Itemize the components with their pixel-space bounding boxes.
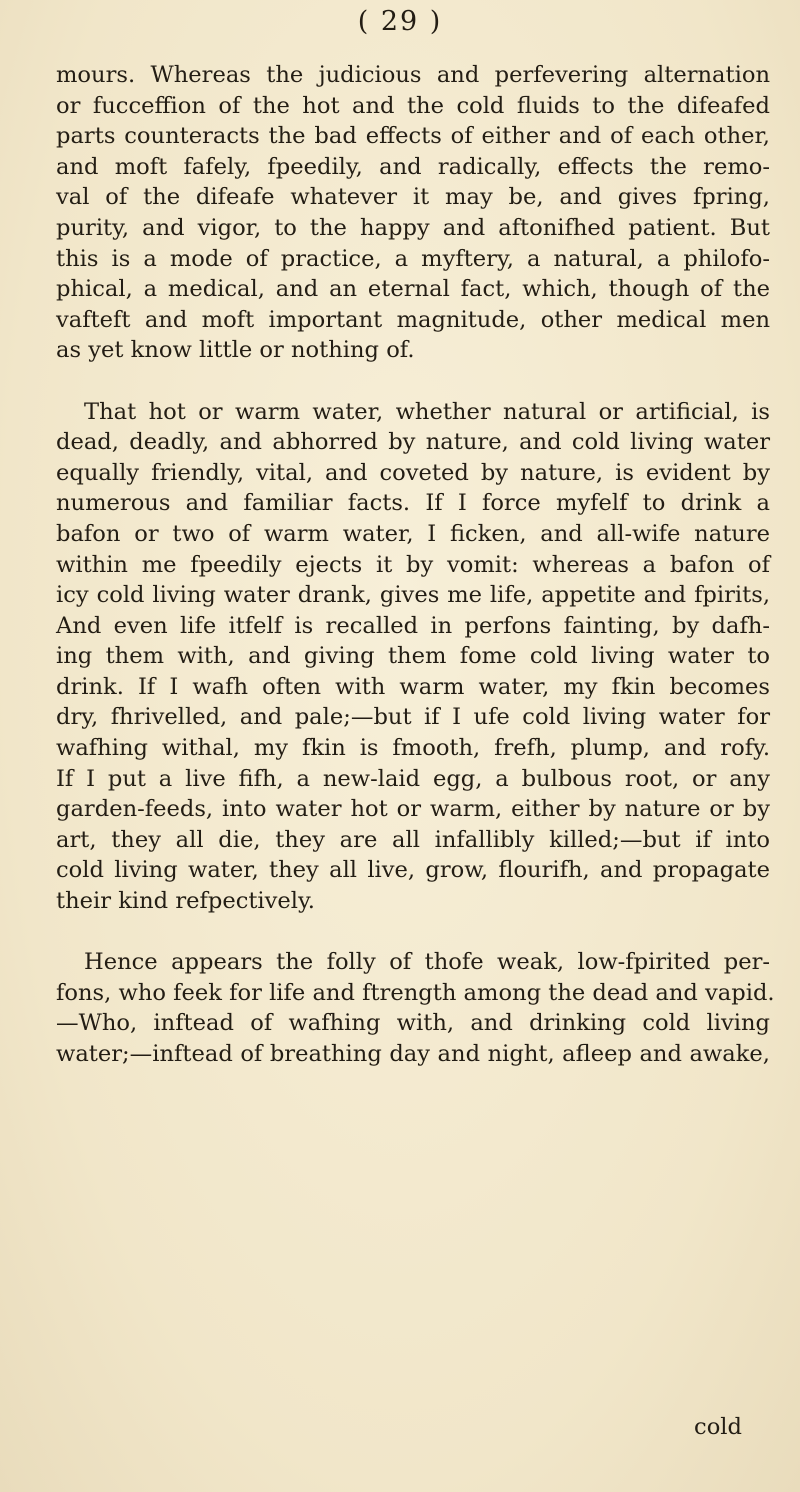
text-line: If I put a live fifh, a new-laid egg, a bulbous root, or any — [56, 765, 770, 792]
paragraph — [56, 60, 770, 366]
page-number: ( 29 ) — [357, 6, 443, 37]
text-line: drink. If I wafh often with warm water, my fkin becomes — [56, 673, 770, 700]
text-line: icy cold living water drank, gives me life, appetite and fpirits, — [56, 582, 770, 609]
text-line: or fucceffion of the hot and the cold fluids to the difeafed — [56, 92, 770, 119]
text-line: wafhing withal, my fkin is fmooth, frefh, plump, and rofy. — [56, 735, 770, 762]
text-line: parts counteracts the bad effects of either and of each other, — [56, 123, 770, 150]
text-line: their kind refpectively. — [56, 888, 315, 915]
text-line: purity, and vigor, to the happy and aftonifhed patient. But — [56, 214, 770, 241]
text-line: within me fpeedily ejects it by vomit: whereas a bafon of — [56, 551, 770, 578]
text-line: And even life itfelf is recalled in perfons fainting, by dafh- — [56, 612, 770, 639]
text-line: dry, fhrivelled, and pale;—but if I ufe cold living water for — [56, 704, 770, 731]
text-line: bafon or two of warm water, I ficken, and all-wife nature — [56, 520, 770, 547]
text-line: vafteft and moft important magnitude, other medical men — [56, 306, 770, 333]
text-line: garden-feeds, into water hot or warm, either by nature or by — [56, 796, 770, 823]
text-line: dead, deadly, and abhorred by nature, and cold living water — [56, 429, 770, 456]
text-line: cold living water, they all live, grow, flourifh, and propagate — [56, 857, 770, 884]
text-line: this is a mode of practice, a myftery, a natural, a philofo- — [56, 245, 770, 272]
text-line: fons, who feek for life and ftrength among the dead and vapid. — [56, 979, 775, 1006]
paragraph-gap — [56, 366, 770, 397]
text-line: Hence appears the folly of thofe weak, low-fpirited per- — [84, 949, 770, 976]
catchword: cold — [694, 1414, 742, 1440]
text-line: as yet know little or nothing of. — [56, 337, 415, 364]
text-line: val of the difeafe whatever it may be, and gives fpring, — [56, 184, 770, 211]
text-line: and moft fafely, fpeedily, and radically, effects the remo- — [56, 153, 770, 180]
text-line: phical, a medical, and an eternal fact, which, though of the — [56, 276, 770, 303]
text-line: water;—inftead of breathing day and night, afleep and awake, — [56, 1041, 770, 1067]
text-line: equally friendly, vital, and coveted by nature, is evident by — [56, 459, 770, 486]
paragraph — [56, 947, 775, 1069]
paragraph — [56, 397, 770, 917]
text-line: ing them with, and giving them fome cold living water to — [56, 643, 770, 670]
text-line: numerous and familiar facts. If I force myfelf to drink a — [56, 490, 770, 517]
text-line: art, they all die, they are all infallibly killed;—but if into — [56, 826, 770, 853]
text-line: —Who, inftead of wafhing with, and drinking cold living — [56, 1010, 770, 1037]
text-line: mours. Whereas the judicious and perfevering alternation — [56, 62, 770, 88]
body-text — [56, 60, 775, 1070]
text-line: That hot or warm water, whether natural or artificial, is — [84, 398, 770, 425]
paragraph-gap — [56, 917, 770, 948]
